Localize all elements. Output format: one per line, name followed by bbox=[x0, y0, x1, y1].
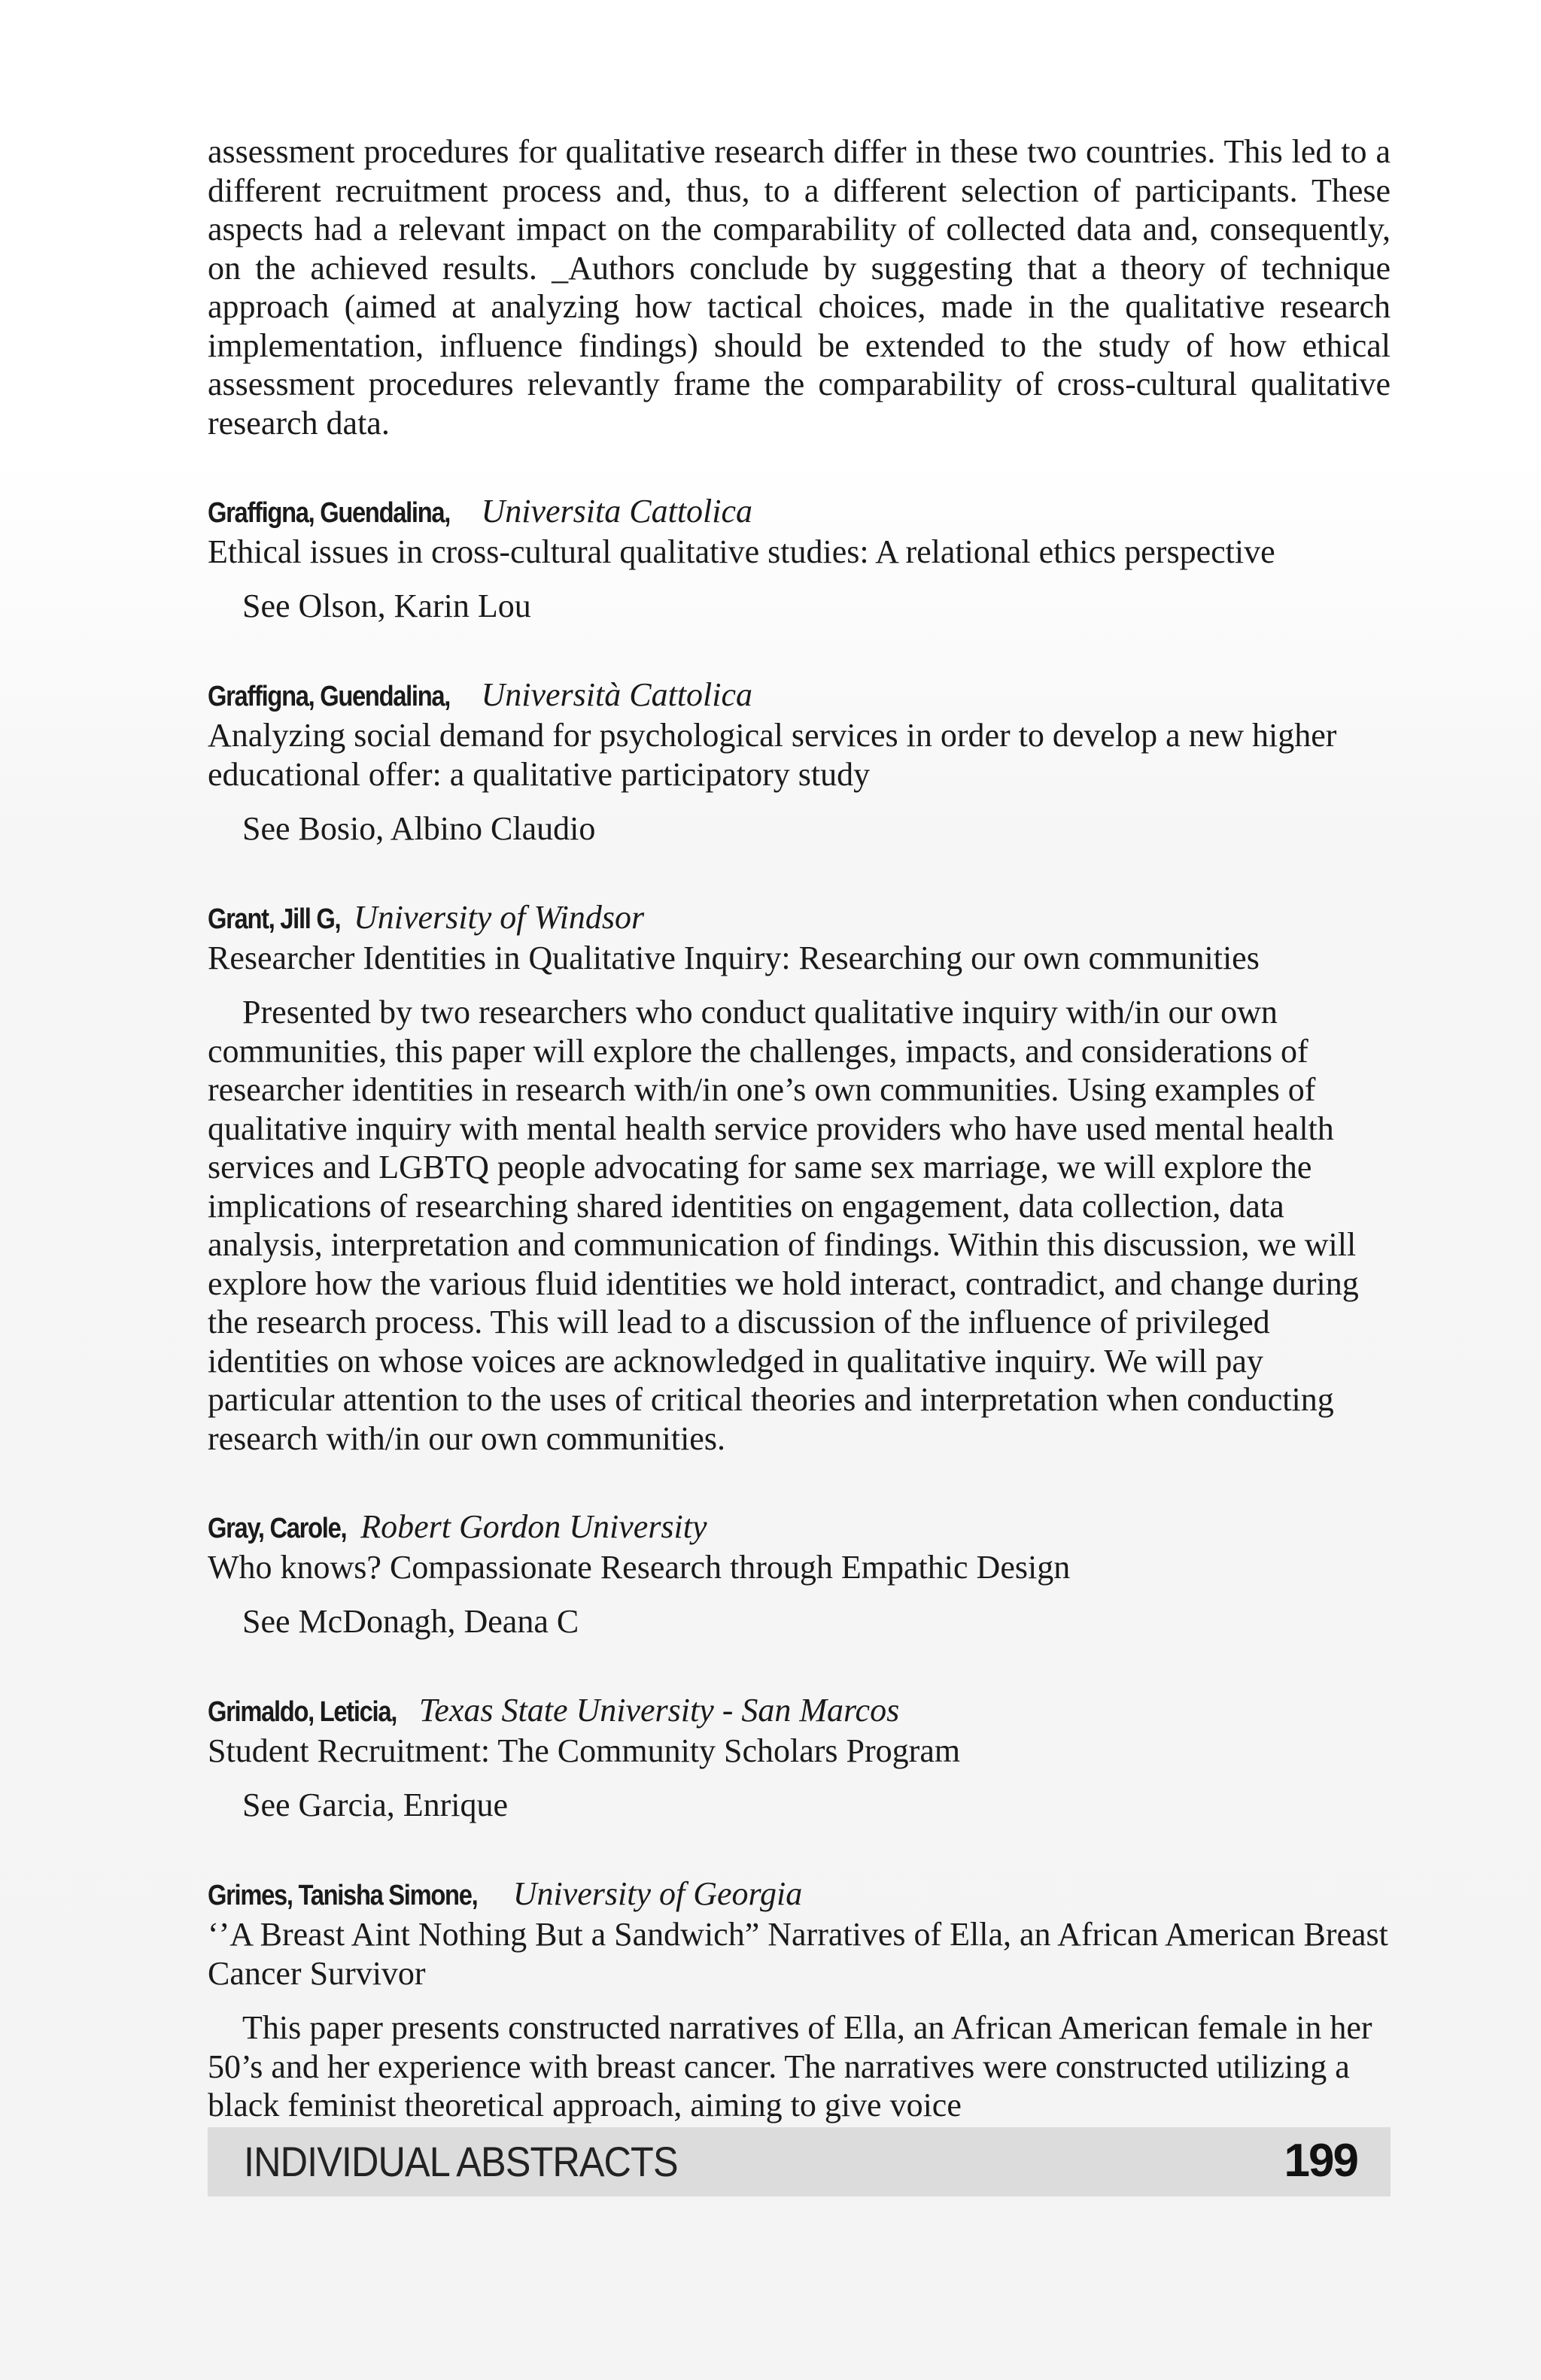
author-line bbox=[208, 898, 1391, 939]
author-name: Grimes, Tanisha Simone, bbox=[208, 1880, 478, 1911]
paper-title: Who knows? Compassionate Research through Empathic Design bbox=[208, 1549, 1071, 1586]
affiliation: University of Windsor bbox=[353, 899, 645, 936]
entry bbox=[208, 492, 1391, 626]
see-reference: See Bosio, Albino Claudio bbox=[242, 810, 596, 847]
author-line bbox=[208, 1691, 1391, 1732]
affiliation: Università Cattolica bbox=[481, 676, 753, 713]
page-footer bbox=[208, 2127, 1391, 2196]
author-name: Gray, Carole, bbox=[208, 1513, 347, 1544]
author-name: Grant, Jill G, bbox=[208, 903, 341, 935]
see-reference: See McDonagh, Deana C bbox=[242, 1603, 579, 1640]
affiliation: Universita Cattolica bbox=[481, 493, 753, 530]
paper-title: Analyzing social demand for psychological services in order to develop a new higher educational offer: a qualitative participatory study bbox=[208, 717, 1337, 793]
author-name: Graffigna, Guendalina, bbox=[208, 497, 451, 529]
author-line bbox=[208, 1507, 1391, 1548]
abstract-text: Presented by two researchers who conduct qualitative inquiry with/in our own communities, this paper will explore the challenges, impacts, and considerations of researcher identities in research with/in one’s own communities. Using examples of qualitative inquiry with mental health service providers who have used mental health services and LGBTQ people advocating for same sex marriage, we will explore the implications of researching shared identities on engagement, data collection, data analysis, interpretation and communication of findings. Within this discussion, we will explore how the various fluid identities we hold interact, contradict, and change during the research process. This will lead to a discussion of the influence of privileged identities on whose voices are acknowledged in qualitative inquiry. We will pay particular attention to the uses of critical theories and interpretation when conducting research with/in our own communities. bbox=[208, 994, 1359, 1457]
paper-title: ‘’A Breast Aint Nothing But a Sandwich” Narratives of Ella, an African American Breast Cancer Survivor bbox=[208, 1916, 1388, 1992]
see-reference: See Olson, Karin Lou bbox=[242, 587, 531, 624]
paper-title: Student Recruitment: The Community Scholars Program bbox=[208, 1732, 961, 1769]
abstracts-body bbox=[208, 132, 1391, 2125]
continued-abstract: assessment procedures for qualitative research differ in these two countries. This led to a different recruitment process and, thus, to a different selection of participants. These aspects had a relevant impact on the comparability of collected data and, consequently, on the achieved results. _Authors conclude by suggesting that a theory of technique approach (aimed at analyzing how tactical choices, made in the qualitative research implementation, influence findings) should be extended to the study of how ethical assessment procedures relevantly frame the comparability of cross-cultural qualitative research data. bbox=[208, 133, 1391, 442]
abstract-text: This paper presents constructed narratives of Ella, an African American female in her 50’s and her experience with breast cancer. The narratives were constructed utilizing a black feminist theoretical approach, aiming to give voice bbox=[208, 2009, 1372, 2123]
paper-title: Researcher Identities in Qualitative Inquiry: Researching our own communities bbox=[208, 940, 1260, 976]
author-name: Grimaldo, Leticia, bbox=[208, 1696, 397, 1728]
entry bbox=[208, 675, 1391, 848]
entry bbox=[208, 1507, 1391, 1641]
entry bbox=[208, 898, 1391, 1458]
section-label: INDIVIDUAL ABSTRACTS bbox=[244, 2138, 678, 2185]
page-number: 199 bbox=[1284, 2135, 1357, 2187]
paper-title: Ethical issues in cross-cultural qualitative studies: A relational ethics perspective bbox=[208, 533, 1275, 570]
author-name: Graffigna, Guendalina, bbox=[208, 681, 451, 712]
author-line bbox=[208, 675, 1391, 716]
author-line bbox=[208, 1875, 1391, 1915]
affiliation: Robert Gordon University bbox=[360, 1508, 707, 1545]
author-line bbox=[208, 492, 1391, 533]
entry bbox=[208, 1691, 1391, 1825]
see-reference: See Garcia, Enrique bbox=[242, 1787, 509, 1823]
affiliation: University of Georgia bbox=[512, 1875, 803, 1912]
affiliation: Texas State University - San Marcos bbox=[418, 1692, 900, 1729]
entry bbox=[208, 1875, 1391, 2125]
